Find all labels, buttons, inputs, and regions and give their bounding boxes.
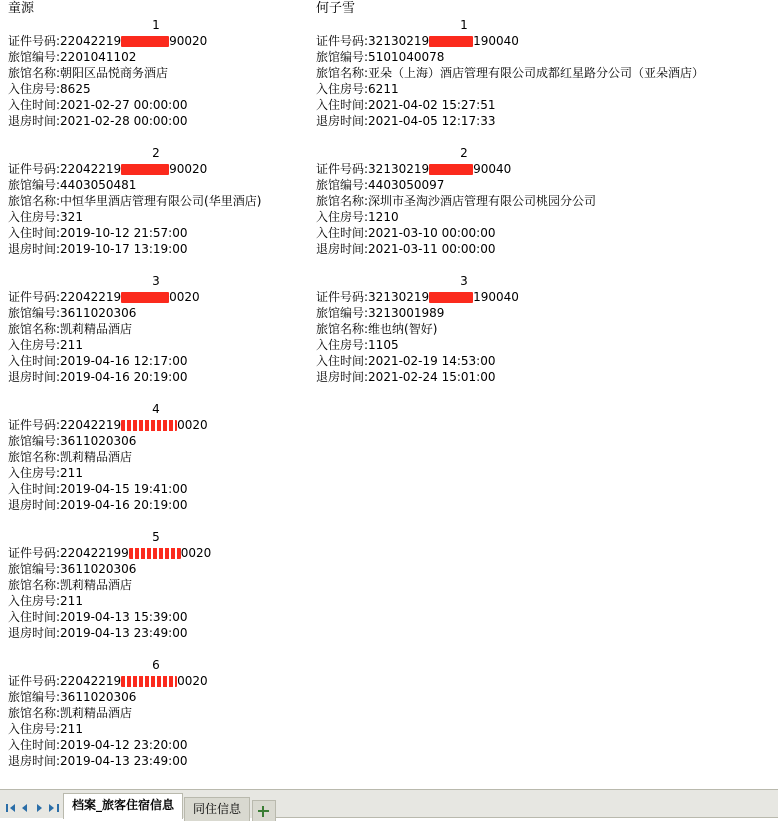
field-checkin-time: 入住时间:2021-02-19 14:53:00 — [316, 354, 496, 368]
field-checkout-time: 退房时间:2021-04-05 12:17:33 — [316, 114, 496, 128]
stay-record — [316, 145, 628, 257]
stay-record — [8, 529, 320, 641]
redaction-mark — [121, 292, 169, 303]
field-room-number: 入住房号:1210 — [316, 210, 399, 224]
field-id-number: 证件号码:32130219 190040 — [316, 34, 519, 48]
field-hotel-code: 旅馆编号:3611020306 — [8, 434, 137, 448]
field-room-number: 入住房号:1105 — [316, 338, 399, 352]
field-checkout-time: 退房时间:2021-03-11 00:00:00 — [316, 242, 496, 256]
record-index: 1 — [152, 18, 160, 32]
tab-bar-filler — [276, 793, 778, 818]
field-hotel-name: 旅馆名称:朝阳区品悦商务酒店 — [8, 66, 169, 80]
redaction-mark — [121, 36, 169, 47]
field-checkout-time: 退房时间:2019-04-16 20:19:00 — [8, 370, 188, 384]
field-checkout-time: 退房时间:2019-04-13 23:49:00 — [8, 754, 188, 768]
person-column-left — [8, 0, 320, 769]
sheet-tab-bar — [0, 789, 778, 818]
field-hotel-code: 旅馆编号:4403050481 — [8, 178, 137, 192]
field-id-number: 证件号码:220422199 0020 — [8, 546, 212, 560]
field-room-number: 入住房号:321 — [8, 210, 83, 224]
redaction-mark — [429, 164, 473, 175]
field-checkin-time: 入住时间:2021-02-27 00:00:00 — [8, 98, 188, 112]
stay-record — [8, 17, 320, 129]
field-hotel-code: 旅馆编号:4403050097 — [316, 178, 445, 192]
record-index: 6 — [152, 658, 160, 672]
row-spacer — [316, 129, 628, 145]
sheet-tab-cohabitation[interactable]: 同住信息 — [184, 797, 250, 821]
row-spacer — [316, 257, 628, 273]
field-checkin-time: 入住时间:2021-03-10 00:00:00 — [316, 226, 496, 240]
field-hotel-code: 旅馆编号:3611020306 — [8, 690, 137, 704]
redaction-mark — [121, 676, 177, 687]
stay-record — [316, 273, 628, 385]
field-checkout-time: 退房时间:2019-10-17 13:19:00 — [8, 242, 188, 256]
field-hotel-name: 旅馆名称:凯莉精品酒店 — [8, 450, 133, 464]
field-hotel-name: 旅馆名称:中恒华里酒店管理有限公司(华里酒店) — [8, 194, 262, 208]
field-id-number: 证件号码:32130219 90040 — [316, 162, 512, 176]
redaction-mark — [121, 164, 169, 175]
field-checkin-time: 入住时间:2019-04-15 19:41:00 — [8, 482, 188, 496]
field-room-number: 入住房号:6211 — [316, 82, 399, 96]
redaction-mark — [429, 292, 473, 303]
stay-record — [8, 145, 320, 257]
redaction-mark — [429, 36, 473, 47]
field-id-number: 证件号码:22042219 0020 — [8, 418, 208, 432]
field-checkin-time: 入住时间:2019-10-12 21:57:00 — [8, 226, 188, 240]
stay-record — [8, 657, 320, 769]
field-hotel-name: 旅馆名称:维也纳(智好) — [316, 322, 438, 336]
first-sheet-icon[interactable] — [6, 802, 17, 813]
record-index: 2 — [152, 146, 160, 160]
field-room-number: 入住房号:211 — [8, 722, 83, 736]
field-hotel-code: 旅馆编号:3611020306 — [8, 306, 137, 320]
field-checkin-time: 入住时间:2019-04-16 12:17:00 — [8, 354, 188, 368]
record-index: 3 — [460, 274, 468, 288]
record-index: 4 — [152, 402, 160, 416]
previous-sheet-icon[interactable] — [20, 802, 31, 813]
field-hotel-name: 旅馆名称:亚朵（上海）酒店管理有限公司成都红星路分公司（亚朵酒店） — [316, 66, 705, 80]
field-checkout-time: 退房时间:2021-02-28 00:00:00 — [8, 114, 188, 128]
record-index: 2 — [460, 146, 468, 160]
field-checkin-time: 入住时间:2021-04-02 15:27:51 — [316, 98, 496, 112]
field-id-number: 证件号码:22042219 90020 — [8, 162, 208, 176]
field-checkout-time: 退房时间:2019-04-13 23:49:00 — [8, 626, 188, 640]
field-hotel-code: 旅馆编号:3611020306 — [8, 562, 137, 576]
stay-record — [8, 401, 320, 513]
record-index: 5 — [152, 530, 160, 544]
sheet-tab-archive-guest-stay[interactable]: 档案_旅客住宿信息 — [63, 793, 183, 819]
field-room-number: 入住房号:211 — [8, 338, 83, 352]
row-spacer — [8, 641, 320, 657]
redaction-mark — [129, 548, 181, 559]
stay-record — [8, 273, 320, 385]
sheet-tabs — [63, 794, 276, 818]
field-checkin-time: 入住时间:2019-04-13 15:39:00 — [8, 610, 188, 624]
sheet-nav-buttons — [0, 796, 63, 818]
field-checkin-time: 入住时间:2019-04-12 23:20:00 — [8, 738, 188, 752]
row-spacer — [8, 129, 320, 145]
record-index: 3 — [152, 274, 160, 288]
row-spacer — [8, 257, 320, 273]
field-checkout-time: 退房时间:2019-04-16 20:19:00 — [8, 498, 188, 512]
field-hotel-name: 旅馆名称:凯莉精品酒店 — [8, 322, 133, 336]
field-id-number: 证件号码:22042219 0020 — [8, 290, 200, 304]
field-room-number: 入住房号:8625 — [8, 82, 91, 96]
next-sheet-icon[interactable] — [34, 802, 45, 813]
person-column-right — [316, 0, 705, 385]
redaction-mark — [121, 420, 177, 431]
field-hotel-code: 旅馆编号:5101040078 — [316, 50, 445, 64]
person-name: 童源 — [8, 1, 35, 16]
field-checkout-time: 退房时间:2021-02-24 15:01:00 — [316, 370, 496, 384]
person-name: 何子雪 — [316, 1, 356, 16]
field-hotel-name: 旅馆名称:凯莉精品酒店 — [8, 706, 133, 720]
field-id-number: 证件号码:32130219 190040 — [316, 290, 519, 304]
record-index: 1 — [460, 18, 468, 32]
field-hotel-name: 旅馆名称:深圳市圣淘沙酒店管理有限公司桃园分公司 — [316, 194, 597, 208]
field-hotel-name: 旅馆名称:凯莉精品酒店 — [8, 578, 133, 592]
field-id-number: 证件号码:22042219 0020 — [8, 674, 208, 688]
field-hotel-code: 旅馆编号:3213001989 — [316, 306, 445, 320]
field-room-number: 入住房号:211 — [8, 466, 83, 480]
last-sheet-icon[interactable] — [48, 802, 59, 813]
row-spacer — [8, 385, 320, 401]
field-hotel-code: 旅馆编号:2201041102 — [8, 50, 137, 64]
field-id-number: 证件号码:22042219 90020 — [8, 34, 208, 48]
row-spacer — [8, 513, 320, 529]
field-room-number: 入住房号:211 — [8, 594, 83, 608]
stay-record — [316, 17, 705, 129]
